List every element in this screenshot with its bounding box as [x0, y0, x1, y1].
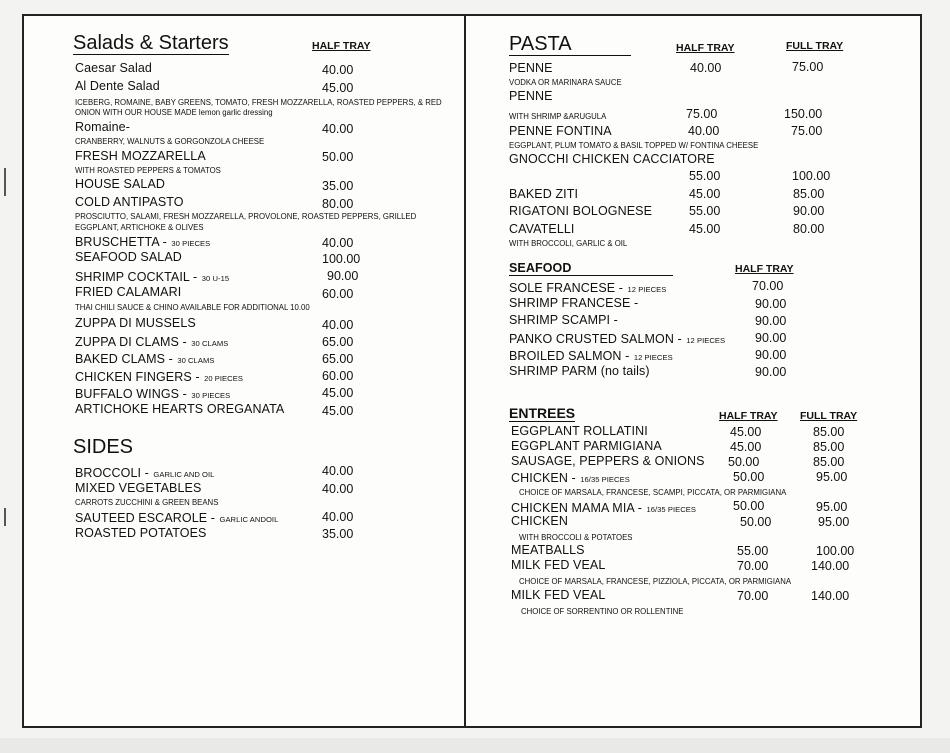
menu-item-half-price: 45.00: [730, 440, 762, 454]
menu-item-half-price: 70.00: [737, 589, 769, 603]
menu-item-price: 40.00: [322, 464, 354, 478]
menu-item-half-price: 50.00: [728, 455, 760, 469]
menu-item-description: CHOICE OF MARSALA, FRANCESE, SCAMPI, PICCATA, OR PARMIGIANA: [519, 488, 787, 497]
menu-item-price: 90.00: [755, 348, 787, 362]
col-head-half-tray: HALF TRAY: [735, 263, 794, 275]
menu-item-price: 40.00: [322, 122, 354, 136]
menu-item-name: HOUSE SALAD: [75, 177, 166, 191]
menu-item-price: 60.00: [322, 369, 354, 383]
menu-item-description: EGGPLANT, PLUM TOMATO & BASIL TOPPED W/ FONTINA CHEESE: [509, 141, 759, 150]
col-head-full-tray: FULL TRAY: [786, 40, 844, 52]
menu-item-name: SOLE FRANCESE -: [509, 281, 624, 295]
menu-item-name: MIXED VEGETABLES: [75, 481, 202, 495]
menu-item-name: ZUPPA DI MUSSELS: [75, 316, 196, 330]
menu-item-description: WITH BROCCOLI, GARLIC & OIL: [509, 239, 628, 248]
menu-item-full-price: 150.00: [784, 107, 823, 121]
menu-item-price: 40.00: [322, 318, 354, 332]
menu-item-half-price: 55.00: [689, 204, 721, 218]
menu-item-price: 40.00: [322, 482, 354, 496]
menu-item-line: [75, 509, 278, 527]
menu-item-description: ICEBERG, ROMAINE, BABY GREENS, TOMATO, FRESH MOZZARELLA, ROASTED PEPPERS, & RED: [75, 98, 442, 107]
menu-item-line: [509, 279, 666, 297]
menu-item-full-price: 100.00: [792, 169, 831, 183]
menu-item-count: GARLIC AND OIL: [153, 470, 215, 479]
menu-item-price: 90.00: [755, 331, 787, 345]
menu-item-price: 45.00: [322, 81, 354, 95]
menu-item-line: [75, 350, 214, 368]
menu-item-price: 40.00: [322, 510, 354, 524]
section-title-sides: SIDES: [73, 436, 134, 458]
col-head-half-tray: HALF TRAY: [719, 410, 778, 422]
menu-item-name: MILK FED VEAL: [511, 588, 606, 602]
menu-item-name: EGGPLANT PARMIGIANA: [511, 439, 662, 453]
menu-item-price: 45.00: [322, 386, 354, 400]
menu-item-price: 50.00: [322, 150, 354, 164]
menu-item-full-price: 80.00: [793, 222, 825, 236]
menu-item-full-price: 95.00: [818, 515, 850, 529]
menu-item-count: 16/35 PIECES: [580, 475, 630, 484]
menu-item-full-price: 100.00: [816, 544, 855, 558]
menu-item-name: BROILED SALMON -: [509, 349, 630, 363]
menu-item-half-price: 45.00: [689, 222, 721, 236]
menu-item-half-price: 75.00: [686, 107, 718, 121]
menu-item-price: 90.00: [755, 314, 787, 328]
menu-item-line: [75, 368, 243, 386]
menu-item-half-price: 50.00: [733, 470, 765, 484]
menu-item-price: 40.00: [322, 63, 354, 77]
menu-item-full-price: 85.00: [813, 425, 845, 439]
menu-item-price: 90.00: [755, 297, 787, 311]
menu-item-line: [75, 233, 210, 251]
menu-item-description: CARROTS ZUCCHINI & GREEN BEANS: [75, 498, 219, 507]
column-divider: [464, 16, 466, 726]
menu-item-name: MEATBALLS: [511, 543, 585, 557]
menu-item-name: BROCCOLI -: [75, 466, 149, 480]
menu-item-name: MILK FED VEAL: [511, 558, 606, 572]
menu-item-half-price: 55.00: [737, 544, 769, 558]
menu-item-description: CHOICE OF SORRENTINO OR ROLLENTINE: [521, 607, 684, 616]
menu-item-description: WITH ROASTED PEPPERS & TOMATOS: [75, 166, 221, 175]
menu-item-line: [511, 469, 630, 487]
menu-item-name: CAVATELLI: [509, 222, 575, 236]
col-head-half-tray: HALF TRAY: [312, 40, 371, 52]
menu-item-count: 30 U-15: [201, 274, 230, 283]
scan-background-strip: [0, 738, 950, 753]
menu-item-name: Caesar Salad: [75, 61, 152, 75]
menu-item-half-price: 40.00: [690, 61, 722, 75]
section-title-pasta: [509, 33, 572, 55]
menu-item-full-price: 75.00: [792, 60, 824, 74]
menu-item-name: CHICKEN: [511, 514, 568, 528]
menu-item-name: RIGATONI BOLOGNESE: [509, 204, 653, 218]
section-title-entrees: ENTREES: [509, 405, 576, 421]
title-rule: [509, 55, 631, 56]
menu-item-line: [75, 333, 228, 351]
menu-item-full-price: 85.00: [813, 440, 845, 454]
menu-item-price: 40.00: [322, 236, 354, 250]
menu-item-line: [75, 268, 229, 286]
menu-item-price: 100.00: [322, 252, 361, 266]
section-title-text: PASTA: [509, 33, 572, 55]
menu-item-name: SHRIMP PARM (no tails): [509, 364, 650, 378]
col-head-full-tray: FULL TRAY: [800, 410, 858, 422]
menu-item-name: BUFFALO WINGS -: [75, 387, 187, 401]
menu-item-line: [509, 330, 725, 348]
menu-item-name: CHICKEN -: [511, 471, 576, 485]
menu-item-name: COLD ANTIPASTO: [75, 195, 184, 209]
menu-item-description: EGGPLANT, ARTICHOKE & OLIVES: [75, 223, 204, 232]
menu-item-full-price: 140.00: [811, 589, 850, 603]
menu-item-description: THAI CHILI SAUCE & CHINO AVAILABLE FOR ADDITIONAL 10.00: [75, 303, 310, 312]
menu-item-full-price: 95.00: [816, 470, 848, 484]
menu-item-description: CRANBERRY, WALNUTS & GORGONZOLA CHEESE: [75, 137, 265, 146]
menu-item-full-price: 85.00: [793, 187, 825, 201]
scan-edge-mark: [4, 508, 6, 526]
menu-item-full-price: 75.00: [791, 124, 823, 138]
scan-edge-mark: [4, 168, 6, 196]
menu-item-half-price: 70.00: [737, 559, 769, 573]
menu-item-price: 90.00: [327, 269, 359, 283]
menu-item-name: BAKED ZITI: [509, 187, 579, 201]
menu-item-count: GARLIC ANDOIL: [219, 515, 279, 524]
menu-item-half-price: 45.00: [730, 425, 762, 439]
menu-item-name: FRIED CALAMARI: [75, 285, 182, 299]
menu-item-line: [509, 347, 673, 365]
menu-item-description: CHOICE OF MARSALA, FRANCESE, PIZZIOLA, PICCATA, OR PARMIGIANA: [519, 577, 792, 586]
menu-item-price: 65.00: [322, 335, 354, 349]
menu-item-count: 12 PIECES: [633, 353, 673, 362]
title-rule: [509, 275, 673, 276]
menu-item-name: Romaine-: [75, 120, 130, 134]
menu-item-name: CHICKEN MAMA MIA -: [511, 501, 642, 515]
menu-item-description: WITH SHRIMP &ARUGULA: [509, 112, 607, 121]
menu-item-name: PENNE: [509, 89, 553, 103]
menu-item-half-price: 50.00: [740, 515, 772, 529]
menu-item-description: WITH BROCCOLI & POTATOES: [519, 533, 633, 542]
menu-item-name: FRESH MOZZARELLA: [75, 149, 206, 163]
menu-item-name: SHRIMP SCAMPI -: [509, 313, 618, 327]
menu-item-name: ZUPPA DI CLAMS -: [75, 335, 187, 349]
menu-item-count: 30 CLAMS: [191, 339, 229, 348]
menu-item-count: 20 PIECES: [204, 374, 243, 383]
menu-item-name: SAUTEED ESCAROLE -: [75, 511, 216, 525]
menu-item-name: PENNE FONTINA: [509, 124, 612, 138]
menu-item-line: [75, 464, 214, 482]
menu-item-price: 65.00: [322, 352, 354, 366]
menu-item-name: Al Dente Salad: [75, 79, 160, 93]
menu-item-name: ROASTED POTATOES: [75, 526, 207, 540]
menu-item-count: 12 PIECES: [627, 285, 667, 294]
menu-item-full-price: 90.00: [793, 204, 825, 218]
menu-item-half-price: 40.00: [688, 124, 720, 138]
menu-item-name: BRUSCHETTA -: [75, 235, 167, 249]
menu-item-name: SAUSAGE, PEPPERS & ONIONS: [511, 454, 705, 468]
menu-item-full-price: 85.00: [813, 455, 845, 469]
menu-item-name: SEAFOOD SALAD: [75, 250, 182, 264]
menu-item-count: 30 CLAMS: [177, 356, 215, 365]
menu-item-description: ONION WITH OUR HOUSE MADE lemon garlic dressing: [75, 108, 273, 117]
menu-sheet: [22, 14, 922, 728]
menu-item-count: 30 PIECES: [171, 239, 211, 248]
menu-item-line: [75, 385, 230, 403]
menu-item-name: ARTICHOKE HEARTS OREGANATA: [75, 402, 285, 416]
menu-item-full-price: 140.00: [811, 559, 850, 573]
menu-item-price: 80.00: [322, 197, 354, 211]
menu-item-half-price: 55.00: [689, 169, 721, 183]
menu-item-name: GNOCCHI CHICKEN CACCIATORE: [509, 152, 715, 166]
section-title-salads: Salads & Starters: [73, 32, 229, 54]
menu-item-description: VODKA OR MARINARA SAUCE: [509, 78, 622, 87]
menu-item-count: 30 PIECES: [191, 391, 231, 400]
menu-item-name: PANKO CRUSTED SALMON -: [509, 332, 682, 346]
menu-item-count: 12 PIECES: [686, 336, 726, 345]
menu-item-name: BAKED CLAMS -: [75, 352, 173, 366]
menu-item-name: SHRIMP FRANCESE -: [509, 296, 639, 310]
section-title-seafood: SEAFOOD: [509, 261, 572, 275]
menu-item-full-price: 95.00: [816, 500, 848, 514]
menu-item-name: SHRIMP COCKTAIL -: [75, 270, 198, 284]
menu-item-description: PROSCIUTTO, SALAMI, FRESH MOZZARELLA, PROVOLONE, ROASTED PEPPERS, GRILLED: [75, 212, 417, 221]
menu-item-name: PENNE: [509, 61, 553, 75]
menu-item-half-price: 50.00: [733, 499, 765, 513]
menu-item-name: EGGPLANT ROLLATINI: [511, 424, 648, 438]
menu-item-name: CHICKEN FINGERS -: [75, 370, 200, 384]
menu-item-half-price: 45.00: [689, 187, 721, 201]
col-head-half-tray: HALF TRAY: [676, 42, 735, 54]
menu-item-price: 60.00: [322, 287, 354, 301]
menu-item-count: 16/35 PIECES: [646, 505, 697, 514]
menu-item-price: 70.00: [752, 279, 784, 293]
menu-item-price: 90.00: [755, 365, 787, 379]
menu-item-price: 45.00: [322, 404, 354, 418]
menu-item-price: 35.00: [322, 179, 354, 193]
menu-item-price: 35.00: [322, 527, 354, 541]
